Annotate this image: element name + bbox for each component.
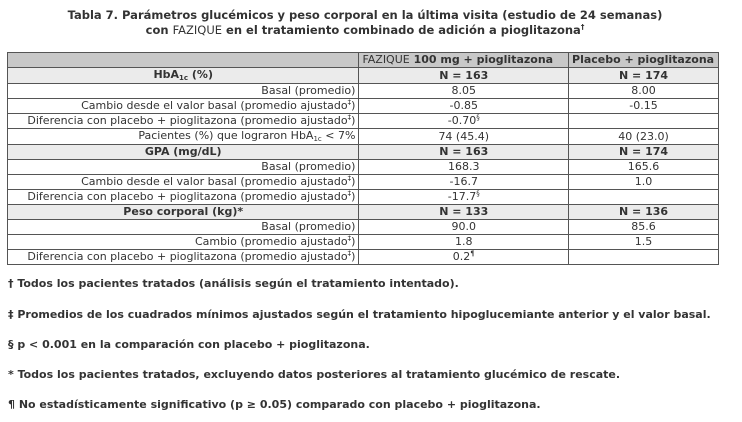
placebo-value: 1.0 bbox=[569, 175, 719, 190]
row-label bbox=[8, 190, 359, 205]
row-label bbox=[8, 220, 359, 235]
placebo-value bbox=[569, 250, 719, 265]
fazique-value-text: -16.7 bbox=[449, 175, 478, 188]
fazique-value-text: 1.8 bbox=[454, 235, 473, 248]
title-suffix: en el tratamiento combinado de adición a pioglitazona bbox=[222, 23, 581, 37]
row-label-post: < 7% bbox=[321, 129, 356, 142]
section-header-row bbox=[8, 68, 719, 84]
row-label-mark: ‡ bbox=[347, 113, 352, 122]
fazique-value-text: -0.70 bbox=[447, 114, 477, 127]
fazique-value-text: -0.85 bbox=[449, 99, 478, 112]
placebo-value: 8.00 bbox=[569, 84, 719, 99]
row-label-close: ) bbox=[351, 250, 356, 263]
section-title bbox=[8, 145, 359, 160]
fazique-value-mark: § bbox=[476, 113, 480, 122]
row-label-text: Basal (promedio) bbox=[261, 84, 356, 97]
row-label-mark: ‡ bbox=[347, 98, 352, 107]
fazique-value bbox=[359, 235, 569, 250]
row-label-text: Cambio desde el valor basal (promedio ajustado bbox=[81, 99, 348, 112]
n-fazique: N = 163 bbox=[359, 145, 569, 160]
section-title bbox=[8, 205, 359, 220]
row-label-text: Diferencia con placebo + pioglitazona (promedio ajustado bbox=[27, 190, 348, 203]
fazique-value bbox=[359, 84, 569, 99]
n-fazique: N = 163 bbox=[359, 68, 569, 84]
placebo-value: -0.15 bbox=[569, 99, 719, 114]
fazique-value bbox=[359, 160, 569, 175]
fazique-value-text: 168.3 bbox=[447, 160, 480, 173]
table-row bbox=[8, 114, 719, 129]
row-label-mark: ‡ bbox=[347, 234, 352, 243]
section-header-row bbox=[8, 145, 719, 160]
placebo-value: 1.5 bbox=[569, 235, 719, 250]
table-row bbox=[8, 235, 719, 250]
title-prefix: con bbox=[145, 23, 173, 37]
section-title-text: HbA bbox=[153, 68, 180, 81]
fazique-value bbox=[359, 190, 569, 205]
fazique-value-text: 74 (45.4) bbox=[438, 129, 490, 143]
fazique-value bbox=[359, 129, 569, 145]
title-line-1: Tabla 7. Parámetros glucémicos y peso corporal en la última visita (estudio de 24 semanas) bbox=[67, 8, 663, 22]
footnote: * Todos los pacientes tratados, excluyendo datos posteriores al tratamiento glucémico de rescate. bbox=[8, 368, 621, 381]
row-label bbox=[8, 235, 359, 250]
section-title-text: Peso corporal (kg)* bbox=[123, 205, 244, 218]
footnote: ¶ No estadísticamente significativo (p ≥ 0.05) comparado con placebo + pioglitazona. bbox=[8, 398, 541, 411]
placebo-value bbox=[569, 190, 719, 205]
row-label bbox=[8, 114, 359, 129]
fazique-value-text: 8.05 bbox=[451, 84, 476, 97]
row-label-text: Diferencia con placebo + pioglitazona (promedio ajustado bbox=[27, 114, 348, 127]
title-mark: † bbox=[580, 23, 585, 32]
fazique-value bbox=[359, 114, 569, 129]
table-row bbox=[8, 84, 719, 99]
table-row bbox=[8, 160, 719, 175]
header-placebo: Placebo + pioglitazona bbox=[569, 53, 719, 68]
row-label-mark: ‡ bbox=[347, 174, 352, 183]
table-row bbox=[8, 175, 719, 190]
row-label bbox=[8, 129, 359, 145]
row-label-text: Basal (promedio) bbox=[261, 220, 356, 233]
row-label-text: Cambio desde el valor basal (promedio ajustado bbox=[81, 175, 348, 188]
placebo-value: 165.6 bbox=[569, 160, 719, 175]
section-title-sub: 1c bbox=[179, 74, 189, 82]
header-fazique-brand: FAZIQUE bbox=[362, 53, 410, 66]
n-placebo: N = 136 bbox=[569, 205, 719, 220]
row-label-sub: 1c bbox=[313, 135, 322, 143]
title-line-2 bbox=[0, 23, 730, 38]
table-row bbox=[8, 99, 719, 114]
table-row bbox=[8, 129, 719, 145]
row-label-mark: ‡ bbox=[347, 189, 352, 198]
section-title-text: GPA (mg/dL) bbox=[144, 145, 222, 158]
fazique-value-text: 0.2 bbox=[452, 250, 471, 263]
row-label-close: ) bbox=[351, 190, 356, 203]
n-placebo: N = 174 bbox=[569, 68, 719, 84]
n-placebo: N = 174 bbox=[569, 145, 719, 160]
table-title bbox=[0, 8, 730, 38]
header-fazique-rest: 100 mg + pioglitazona bbox=[409, 53, 554, 66]
header-fazique bbox=[359, 53, 569, 68]
table-row bbox=[8, 190, 719, 205]
row-label bbox=[8, 160, 359, 175]
row-label-close: ) bbox=[351, 99, 356, 112]
row-label bbox=[8, 250, 359, 265]
placebo-value bbox=[569, 114, 719, 129]
section-title bbox=[8, 68, 359, 84]
footnote: § p < 0.001 en la comparación con placebo + pioglitazona. bbox=[8, 338, 370, 351]
fazique-value bbox=[359, 220, 569, 235]
fazique-value-text: 90.0 bbox=[451, 220, 476, 233]
table-row bbox=[8, 250, 719, 265]
placebo-value: 85.6 bbox=[569, 220, 719, 235]
row-label bbox=[8, 99, 359, 114]
fazique-value-mark: ¶ bbox=[470, 249, 475, 258]
section-title-post: (%) bbox=[188, 68, 213, 81]
footnote: ‡ Promedios de los cuadrados mínimos ajustados según el tratamiento hipoglucemiante anterior y el valor basal. bbox=[8, 308, 711, 321]
row-label bbox=[8, 84, 359, 99]
row-label-text: Diferencia con placebo + pioglitazona (promedio ajustado bbox=[27, 250, 348, 263]
row-label-close: ) bbox=[351, 235, 356, 248]
n-fazique: N = 133 bbox=[359, 205, 569, 220]
row-label-close: ) bbox=[351, 175, 356, 188]
row-label-text: Basal (promedio) bbox=[261, 160, 356, 173]
row-label-text: Pacientes (%) que lograron HbA bbox=[138, 129, 314, 142]
fazique-value bbox=[359, 99, 569, 114]
row-label-close: ) bbox=[351, 114, 356, 127]
footnote: † Todos los pacientes tratados (análisis según el tratamiento intentado). bbox=[8, 277, 459, 290]
table-row bbox=[8, 220, 719, 235]
fazique-value-mark: § bbox=[476, 189, 480, 198]
header-row bbox=[8, 53, 719, 68]
row-label bbox=[8, 175, 359, 190]
results-table bbox=[7, 52, 719, 265]
title-brand: FAZIQUE bbox=[172, 23, 223, 37]
placebo-value: 40 (23.0) bbox=[569, 129, 719, 145]
fazique-value bbox=[359, 250, 569, 265]
fazique-value bbox=[359, 175, 569, 190]
section-header-row bbox=[8, 205, 719, 220]
row-label-mark: ‡ bbox=[347, 249, 352, 258]
fazique-value-text: -17.7 bbox=[447, 190, 477, 203]
row-label-text: Cambio (promedio ajustado bbox=[194, 235, 348, 248]
header-empty-cell bbox=[8, 53, 359, 68]
